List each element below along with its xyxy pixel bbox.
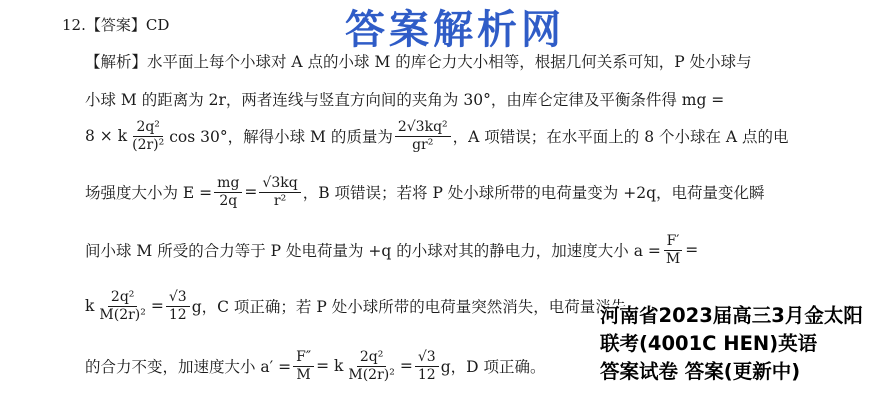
row4-prefix: 场强度大小为 E = [85, 184, 213, 203]
row5-prefix: 间小球 M 所受的合力等于 P 处电荷量为 +q 的小球对其的静电力，加速度大小 a = [85, 242, 661, 261]
fraction [259, 176, 300, 208]
numerator: mg [214, 176, 242, 193]
denominator: M(2r)² [348, 366, 395, 383]
denominator: M [296, 366, 311, 383]
fraction [129, 120, 167, 152]
numerator: 2q² [108, 290, 137, 307]
denominator: 12 [168, 306, 187, 323]
fraction [293, 350, 314, 382]
row6-prefix: k [85, 297, 95, 316]
stamp-line-3: 答案试卷 答案(更新中) [600, 360, 801, 383]
numerator: 2√3kq² [395, 120, 451, 137]
stamp-line-1: 河南省2023届高三3月金太阳 [600, 304, 863, 327]
fraction [395, 120, 451, 152]
numerator: √3 [166, 290, 190, 307]
numerator: √3kq [259, 176, 300, 193]
row3-suffix: ，A 项错误；在水平面上的 8 个小球在 A 点的电 [452, 128, 789, 147]
denominator: 2q [219, 192, 238, 209]
analysis-row-1: 【解析】水平面上每个小球对 A 点的小球 M 的库仑力大小相等，根据几何关系可知，P 处小球与 [85, 53, 752, 71]
answer-tag: 【答案】 [85, 16, 146, 34]
analysis-row-5 [85, 234, 698, 266]
row7-suffix: g，D 项正确。 [440, 358, 546, 377]
numerator: F″ [293, 350, 314, 367]
numerator: F′ [664, 234, 683, 251]
denominator: M(2r)² [99, 306, 146, 323]
row3-prefix: 8 × k [85, 127, 128, 146]
equals-sign: = [150, 297, 164, 316]
row4-suffix: ，B 项错误；若将 P 处小球所带的电荷量变为 +2q，电荷量变化瞬 [302, 184, 765, 203]
equals-sign: = [399, 357, 413, 376]
fraction [214, 176, 242, 208]
analysis-row-6 [85, 290, 626, 322]
numerator: √3 [415, 350, 439, 367]
fraction [345, 350, 397, 382]
analysis-row-2: 小球 M 的距离为 2r，两者连线与竖直方向间的夹角为 30°，由库仑定律及平衡条件得 mg = [85, 91, 725, 109]
denominator: (2r)² [132, 136, 165, 153]
denominator: gr² [412, 136, 434, 153]
fraction [415, 350, 439, 382]
analysis-row-4 [85, 176, 765, 208]
answer-value: CD [145, 16, 170, 34]
fraction [166, 290, 190, 322]
fraction [96, 290, 148, 322]
answer-header [62, 14, 169, 35]
row6-suffix: g，C 项正确；若 P 处小球所带的电荷量突然消失，电荷量消失 [191, 298, 627, 317]
analysis-row-7 [85, 350, 545, 382]
denominator: 12 [417, 366, 436, 383]
denominator: M [665, 250, 681, 267]
question-number: 12. [62, 16, 86, 34]
numerator: 2q² [133, 120, 162, 137]
fraction [663, 234, 683, 266]
site-watermark: 答案解析网 [345, 7, 565, 53]
row7-prefix: 的合力不变，加速度大小 a′ = [85, 358, 292, 377]
analysis-row-3 [85, 120, 789, 152]
numerator: 2q² [357, 350, 386, 367]
denominator: r² [273, 192, 287, 209]
equals-k: = k [316, 357, 344, 376]
source-stamp [600, 302, 863, 386]
row5-suffix: = [685, 241, 699, 260]
row3-middle: cos 30°，解得小球 M 的质量为 [169, 128, 393, 147]
equals-sign: = [244, 183, 258, 202]
stamp-line-2: 联考(4001C HEN)英语 [600, 332, 818, 355]
